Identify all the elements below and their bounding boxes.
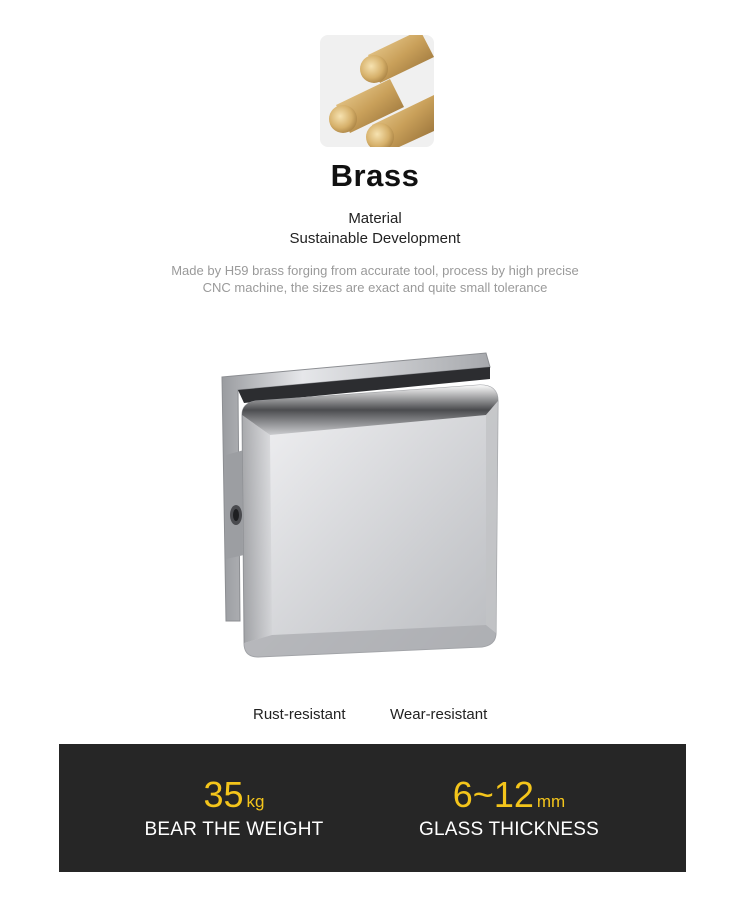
feature-rust-resistant: Rust-resistant bbox=[253, 706, 346, 723]
product-image bbox=[210, 345, 510, 665]
spec-glass-thickness bbox=[359, 744, 659, 872]
spec-weight bbox=[84, 744, 384, 872]
feature-wear-resistant: Wear-resistant bbox=[390, 706, 488, 723]
spec-weight-value-line bbox=[84, 774, 384, 816]
spec-weight-value: 35 bbox=[203, 774, 244, 815]
specs-panel bbox=[59, 744, 686, 872]
brass-rods-icon bbox=[320, 35, 434, 147]
spec-thickness-unit: mm bbox=[536, 792, 566, 811]
material-subtitle: Material bbox=[348, 210, 402, 227]
brass-material-image bbox=[320, 35, 434, 147]
spec-weight-unit: kg bbox=[246, 792, 265, 811]
description-line: Made by H59 brass forging from accurate tool, process by high precise bbox=[171, 263, 579, 278]
spec-thickness-label: GLASS THICKNESS bbox=[418, 819, 600, 840]
material-title: Brass bbox=[330, 158, 420, 193]
spec-thickness-value: 6~12 bbox=[452, 774, 534, 815]
material-tagline: Sustainable Development bbox=[289, 230, 461, 247]
glass-clamp-hinge-icon bbox=[210, 345, 510, 665]
spec-weight-label: BEAR THE WEIGHT bbox=[144, 819, 324, 840]
spec-thickness-value-line bbox=[359, 774, 659, 816]
material-description bbox=[0, 262, 750, 296]
description-line: CNC machine, the sizes are exact and quite small tolerance bbox=[202, 280, 548, 295]
